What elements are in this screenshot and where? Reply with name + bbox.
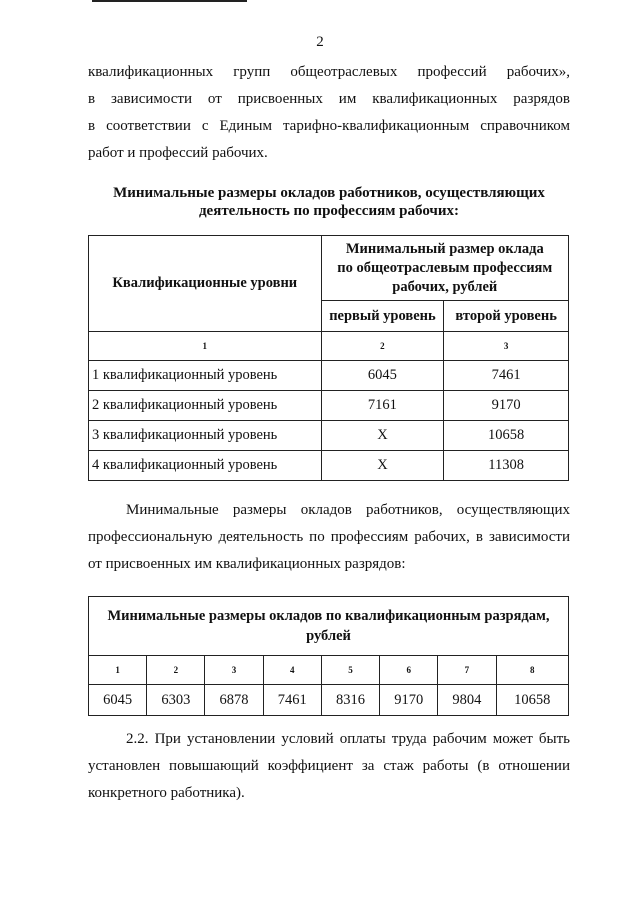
second-level-value: 11308	[444, 451, 569, 481]
grade-number: 4	[263, 656, 321, 685]
intro-paragraph	[88, 59, 570, 167]
header-min-salary	[321, 236, 568, 301]
grade-salary: 9804	[438, 685, 496, 716]
final-line: конкретного работника).	[88, 785, 245, 801]
final-line: установлен повышающий коэффициент за стаж работы (в отношении	[88, 758, 570, 774]
intro-line: в соответствии с Единым тарифно-квалификационным справочником	[88, 118, 570, 134]
header-first-level: первый уровень	[321, 301, 444, 332]
table-row	[89, 361, 569, 391]
header-qualification-levels: Квалификационные уровни	[89, 236, 322, 332]
second-level-value: 9170	[444, 391, 569, 421]
row-label: 1 квалификационный уровень	[89, 361, 322, 391]
grade-salary: 6045	[89, 685, 147, 716]
grade-number: 8	[496, 656, 568, 685]
mid-paragraph	[88, 497, 570, 578]
salary-grades-table	[88, 596, 569, 716]
first-level-value: Х	[321, 451, 444, 481]
first-level-value: Х	[321, 421, 444, 451]
grade-salary: 10658	[496, 685, 568, 716]
grades-header-line: рублей	[306, 628, 351, 644]
grade-salary: 6303	[147, 685, 205, 716]
row-label: 3 квалификационный уровень	[89, 421, 322, 451]
column-number: 1	[89, 332, 322, 361]
grade-salary: 6878	[205, 685, 263, 716]
column-number: 3	[444, 332, 569, 361]
table1-title-line: Минимальные размеры окладов работников, осуществляющих	[113, 185, 545, 201]
intro-line: работ и профессий рабочих.	[88, 145, 268, 161]
salary-levels-table	[88, 235, 569, 481]
grade-number: 5	[321, 656, 379, 685]
row-label: 4 квалификационный уровень	[89, 451, 322, 481]
top-border-line	[92, 0, 247, 2]
table-row	[89, 451, 569, 481]
header-min-line: Минимальный размер оклада	[345, 240, 544, 257]
row-label: 2 квалификационный уровень	[89, 391, 322, 421]
first-level-value: 6045	[321, 361, 444, 391]
grade-number: 6	[380, 656, 438, 685]
grades-table-header	[89, 597, 569, 656]
second-level-value: 10658	[444, 421, 569, 451]
first-level-value: 7161	[321, 391, 444, 421]
mid-line: профессиональную деятельность по профессиям рабочих, в зависимости	[88, 529, 570, 545]
mid-line: Минимальные размеры окладов работников, осуществляющих	[126, 502, 570, 518]
grade-number: 2	[147, 656, 205, 685]
header-min-line: рабочих, рублей	[392, 278, 498, 295]
grade-number: 7	[438, 656, 496, 685]
table-row	[89, 391, 569, 421]
second-level-value: 7461	[444, 361, 569, 391]
grade-number: 3	[205, 656, 263, 685]
table-row	[89, 421, 569, 451]
intro-line: квалификационных групп общеотраслевых профессий рабочих»,	[88, 64, 570, 80]
grades-header-line: Минимальные размеры окладов по квалификационным разрядам,	[107, 608, 550, 624]
page-number: 2	[316, 34, 324, 50]
final-paragraph	[88, 726, 570, 807]
final-line: 2.2. При установлении условий оплаты труда рабочим может быть	[126, 731, 570, 747]
intro-line: в зависимости от присвоенных им квалификационных разрядов	[88, 91, 570, 107]
grade-number: 1	[89, 656, 147, 685]
header-second-level: второй уровень	[444, 301, 569, 332]
column-number: 2	[321, 332, 444, 361]
grade-salary: 8316	[321, 685, 379, 716]
header-min-line: по общеотраслевым профессиям	[337, 259, 553, 276]
grade-salary: 7461	[263, 685, 321, 716]
mid-line: от присвоенных им квалификационных разрядов:	[88, 556, 406, 572]
table1-title	[88, 184, 570, 220]
grade-salary: 9170	[380, 685, 438, 716]
table1-title-line: деятельность по профессиям рабочих:	[198, 203, 460, 219]
